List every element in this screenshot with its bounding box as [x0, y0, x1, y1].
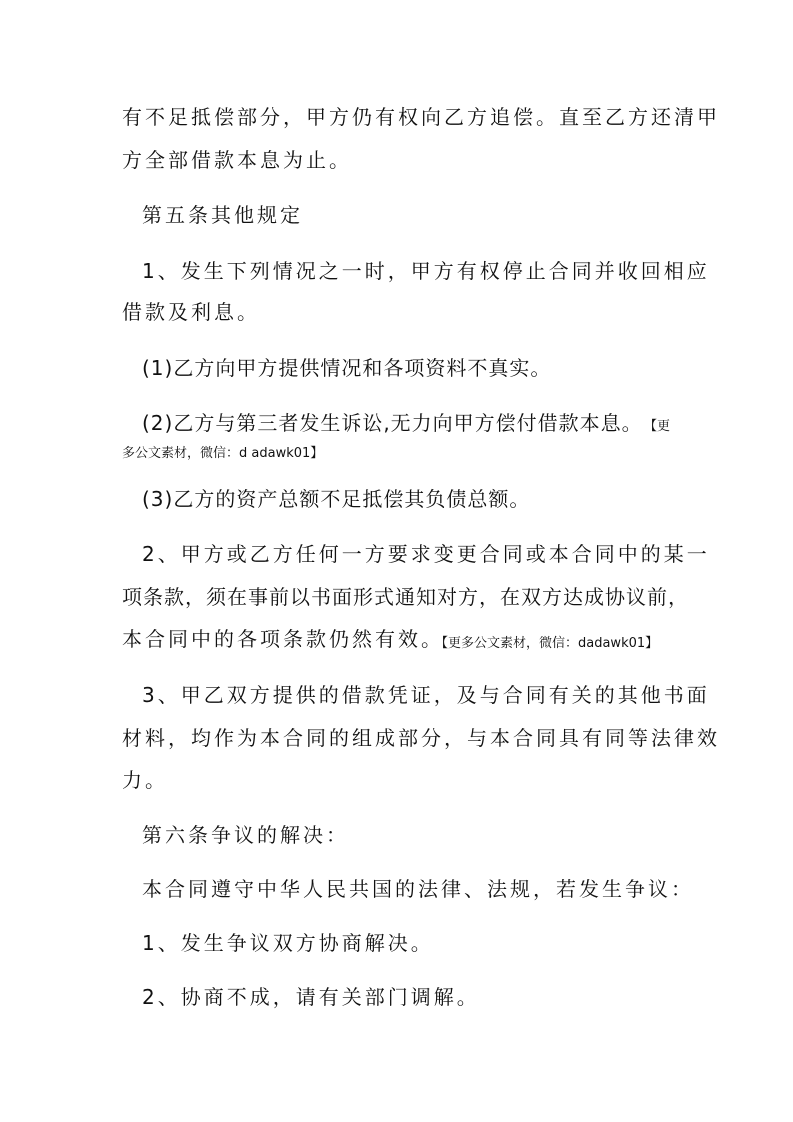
section-heading: 第五条其他规定	[142, 203, 303, 227]
paragraph-line: 力。	[122, 768, 168, 792]
promo-note: 【更	[644, 419, 671, 434]
paragraph-line: 材料，均作为本合同的组成部分，与本合同具有同等法律效	[122, 726, 720, 750]
paragraph-line: 3、甲乙双方提供的借款凭证，及与合同有关的其他书面	[142, 683, 710, 707]
list-item: (1)乙方向甲方提供情况和各项资料不真实。	[142, 356, 552, 380]
list-item: 2、协商不成，请有关部门调解。	[142, 985, 480, 1009]
paragraph-line: 方全部借款本息为止。	[122, 148, 352, 172]
list-item: (2)乙方与第三者发生诉讼,无力向甲方偿付借款本息。	[142, 411, 643, 435]
list-item: (3)乙方的资产总额不足抵偿其负债总额。	[142, 487, 531, 511]
paragraph-line: 有不足抵偿部分，甲方仍有权向乙方追偿。直至乙方还清甲	[122, 105, 720, 129]
paragraph-line: 本合同遵守中华人民共国的法律、法规，若发生争议：	[142, 877, 694, 901]
promo-note: 【更多公文素材，微信：dadawk01】	[435, 636, 659, 651]
paragraph-line: 2、甲方或乙方任何一方要求变更合同或本合同中的某一	[142, 542, 710, 566]
promo-note: 多公文素材，微信：d adawk01】	[122, 446, 324, 461]
paragraph-line: 借款及利息。	[122, 300, 260, 324]
paragraph-line: 项条款，须在事前以书面形式通知对方，在双方达成协议前，	[122, 585, 689, 609]
paragraph-line: 本合同中的各项条款仍然有效。	[122, 627, 444, 651]
paragraph-line: 1、发生下列情况之一时，甲方有权停止合同并收回相应	[142, 259, 710, 283]
section-heading: 第六条争议的解决：	[142, 823, 349, 847]
list-item: 1、发生争议双方协商解决。	[142, 931, 434, 955]
